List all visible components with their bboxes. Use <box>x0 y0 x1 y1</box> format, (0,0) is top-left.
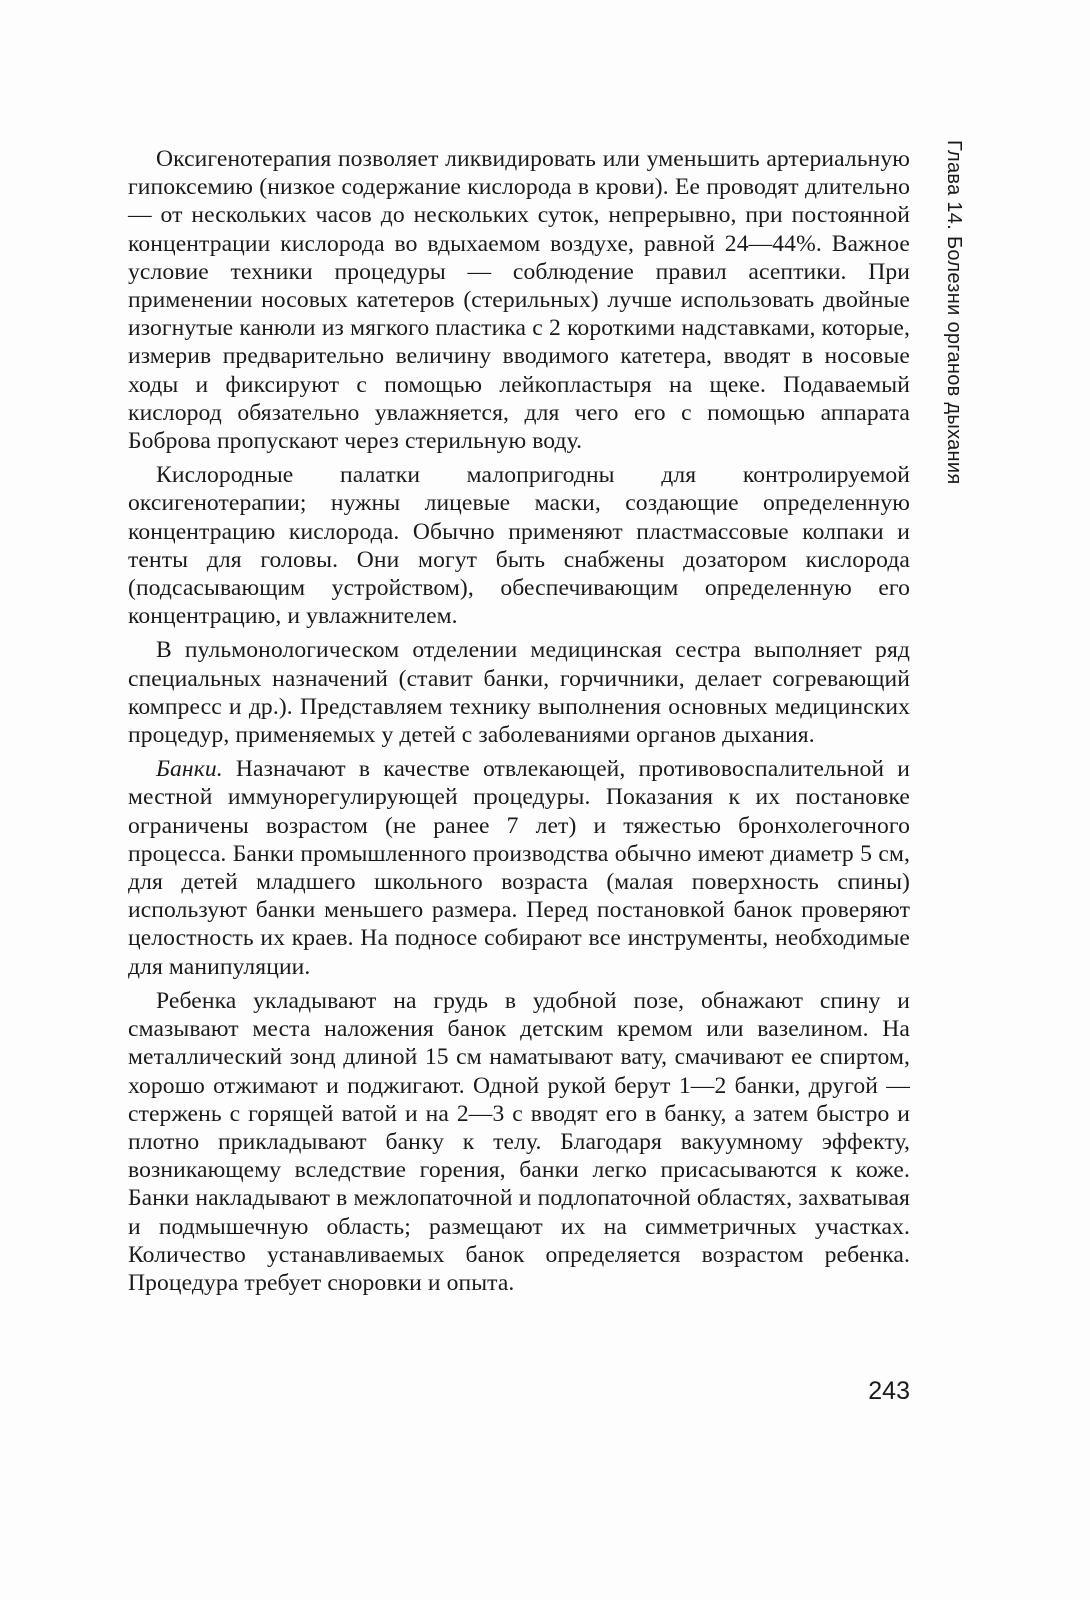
paragraph-text: Оксигенотерапия позволяет ликвидировать или уменьшить артериальную гипоксемию (низкое содержание кислорода в крови). Ее проводят длительно — от нескольких часов до нескольких суток, непрерывно, при постоянной концентрации кислорода во вдыхаемом воздухе, равной 24—44%. Важное условие техники процедуры — соблюдение правил асептики. При применении носовых катетеров (стерильных) лучше использовать двойные изогнутые канюли из мягкого пластика с 2 короткими надставками, которые, измерив предварительно величину вводимого катетера, вводят в носовые ходы и фиксируют с помощью лейкопластыря на щеке. Подаваемый кислород обязательно увлажняется, для чего его с помощью аппарата Боброва пропускают через стерильную воду. <box>128 146 910 455</box>
page-number: 243 <box>868 1377 910 1405</box>
paragraph-cupping-technique <box>128 987 910 1297</box>
paragraph-oxygen-therapy <box>128 145 910 455</box>
paragraph-nurse-duties <box>128 636 910 749</box>
body-text <box>128 145 910 1297</box>
running-head <box>940 140 970 520</box>
running-head-text: Глава 14. Болезни органов дыхания <box>943 140 965 485</box>
paragraph-text: В пульмонологическом отделении медицинская сестра выполняет ряд специальных назначений (ставит банки, горчичники, делает согревающий компресс и др.). Представляем технику выполнения основных медицинских процедур, применяемых у детей с заболеваниями органов дыхания. <box>128 637 910 749</box>
paragraph-lead-term: Банки. <box>156 756 223 783</box>
paragraph-text: Кислородные палатки малопригодны для контролируемой оксигенотерапии; нужны лицевые маски, создающие определенную концентрацию кислорода. Обычно применяют пластмассовые колпаки и тенты для головы. Они могут быть снабжены дозатором кислорода (подсасывающим устройством), обеспечивающим определенную его концентрацию, и увлажнителем. <box>128 462 910 630</box>
paragraph-cupping <box>128 755 910 981</box>
paragraph-oxygen-tents <box>128 461 910 630</box>
paragraph-text: Ребенка укладывают на грудь в удобной позе, обнажают спину и смазывают места наложения банок детским кремом или вазелином. На металлический зонд длиной 15 см наматывают вату, смачивают ее спиртом, хорошо отжимают и поджигают. Одной рукой берут 1—2 банки, другой — стержень с горящей ватой и на 2—3 с вводят его в банку, а затем быстро и плотно прикладывают банку к телу. Благодаря вакуумному эффекту, возникающему вследствие горения, банки легко присасываются к коже. Банки накладывают в межлопаточной и подлопаточной областях, захватывая и подмышечную область; размещают их на симметричных участках. Количество устанавливаемых банок определяется возрастом ребенка. Процедура требует сноровки и опыта. <box>128 987 910 1296</box>
paragraph-text: Назначают в качестве отвлекающей, противовоспалительной и местной иммунорегулирующей процедуры. Показания к их постановке ограничены возрастом (не ранее 7 лет) и тяжестью бронхолегочного процесса. Банки промышленного производства обычно имеют диаметр 5 см, для детей младшего школьного возраста (малая поверхность спины) используют банки меньшего размера. Перед постановкой банок проверяют целостность их краев. На подносе собирают все инструменты, необходимые для манипуляции. <box>128 756 910 980</box>
